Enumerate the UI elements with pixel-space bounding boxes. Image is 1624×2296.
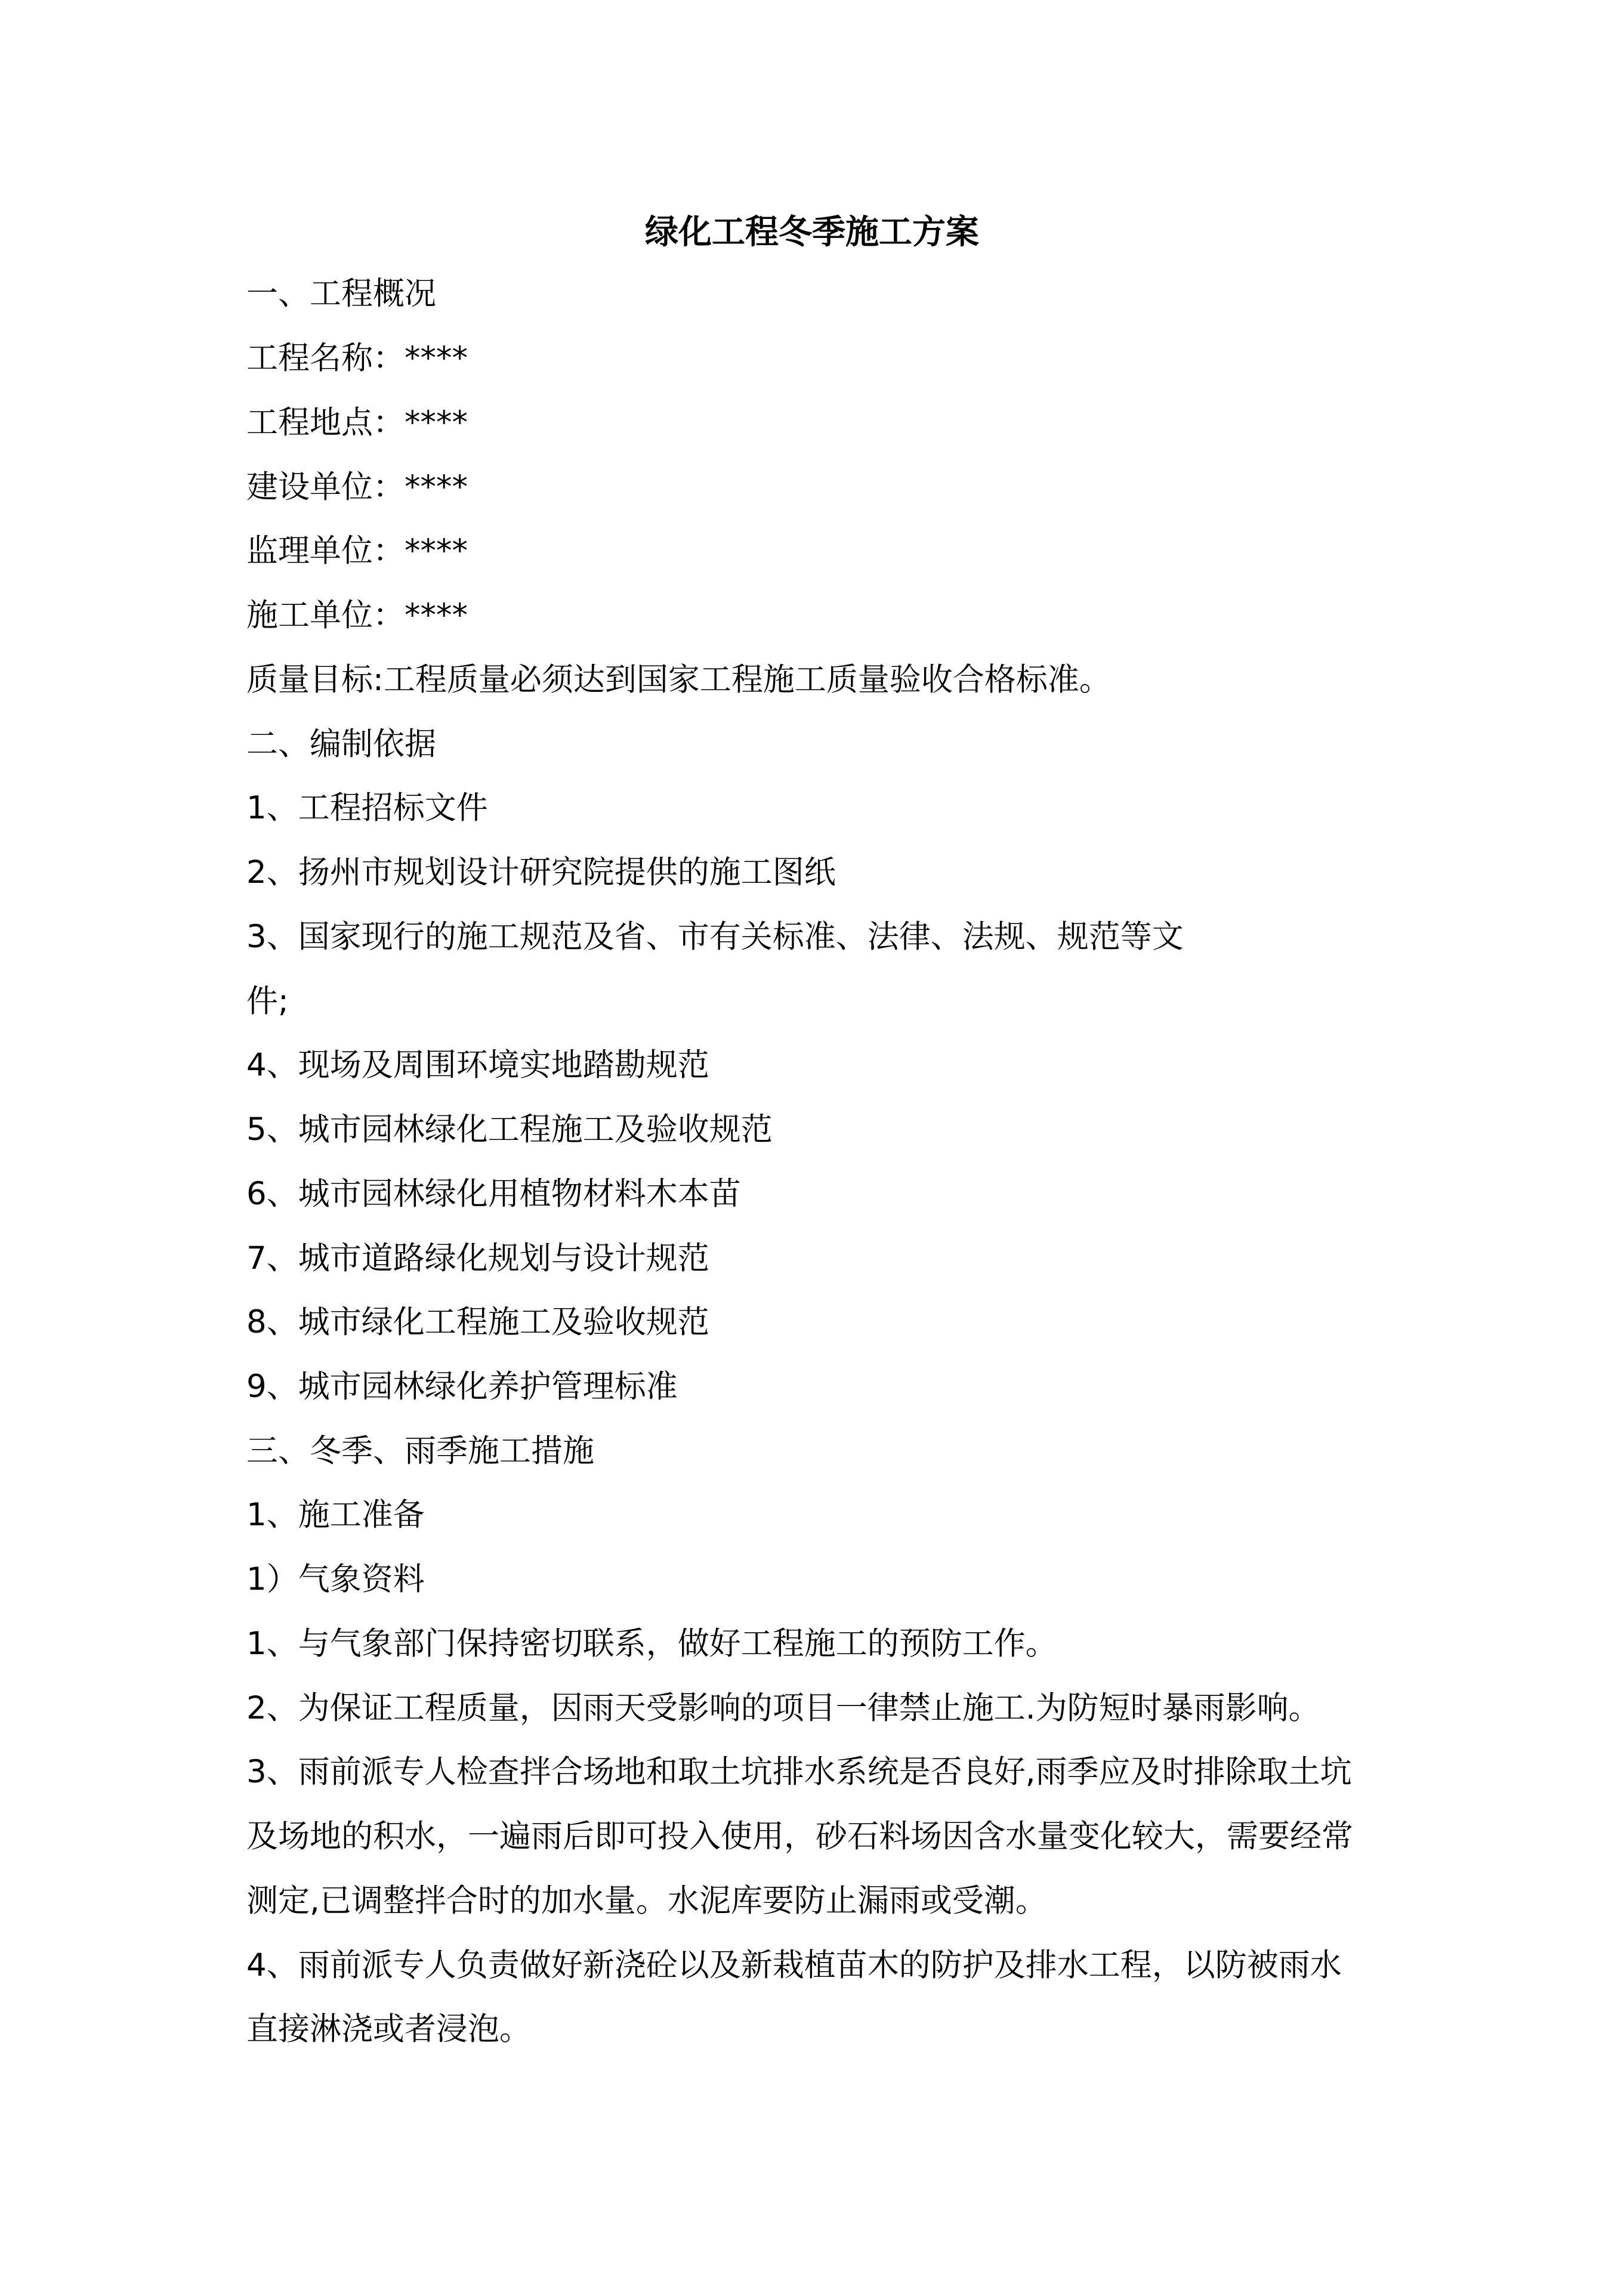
text-line: 3、雨前派专人检查拌合场地和取土坑排水系统是否良好,雨季应及时排除取土坑 — [246, 1754, 1352, 1790]
text-line: 件; — [246, 983, 289, 1019]
text-line: 2、扬州市规划设计研究院提供的施工图纸 — [246, 854, 836, 891]
text-line: 建设单位：**** — [246, 469, 468, 505]
text-line: 9、城市园林绿化养护管理标准 — [246, 1368, 678, 1405]
text-line: 5、城市园林绿化工程施工及验收规范 — [246, 1111, 773, 1148]
text-line: 监理单位：**** — [246, 533, 468, 569]
text-line: 4、现场及周围环境实地踏勘规范 — [246, 1047, 709, 1083]
section-heading: 一、工程概况 — [246, 276, 436, 312]
text-line: 工程名称：**** — [246, 340, 468, 376]
text-line: 1、与气象部门保持密切联系，做好工程施工的预防工作。 — [246, 1626, 1057, 1662]
text-line: 直接淋浇或者浸泡。 — [246, 2011, 531, 2047]
text-line: 施工单位：**** — [246, 597, 468, 634]
text-line: 质量目标:工程质量必须达到国家工程施工质量验收合格标准。 — [246, 662, 1111, 698]
text-line: 4、雨前派专人负责做好新浇砼以及新栽植苗木的防护及排水工程，以防被雨水 — [246, 1947, 1342, 1983]
text-line: 工程地点：**** — [246, 404, 468, 441]
text-line: 7、城市道路绿化规划与设计规范 — [246, 1240, 709, 1277]
document-title: 绿化工程冬季施工方案 — [645, 213, 979, 252]
section-heading: 三、冬季、雨季施工措施 — [246, 1433, 594, 1469]
text-line: 1、工程招标文件 — [246, 790, 488, 826]
text-line: 8、城市绿化工程施工及验收规范 — [246, 1304, 709, 1340]
text-line: 及场地的积水，一遍雨后即可投入使用，砂石料场因含水量变化较大，需要经常 — [246, 1818, 1353, 1855]
text-line: 测定,已调整拌合时的加水量。水泥库要防止漏雨或受潮。 — [246, 1883, 1047, 1919]
text-line: 1、施工准备 — [246, 1497, 425, 1533]
text-line: 1）气象资料 — [246, 1561, 425, 1597]
text-line: 3、国家现行的施工规范及省、市有关标准、法律、法规、规范等文 — [246, 919, 1184, 955]
text-line: 6、城市园林绿化用植物材料木本苗 — [246, 1176, 741, 1212]
text-line: 2、为保证工程质量，因雨天受影响的项目一律禁止施工.为防短时暴雨影响。 — [246, 1690, 1320, 1726]
section-heading: 二、编制依据 — [246, 726, 436, 762]
